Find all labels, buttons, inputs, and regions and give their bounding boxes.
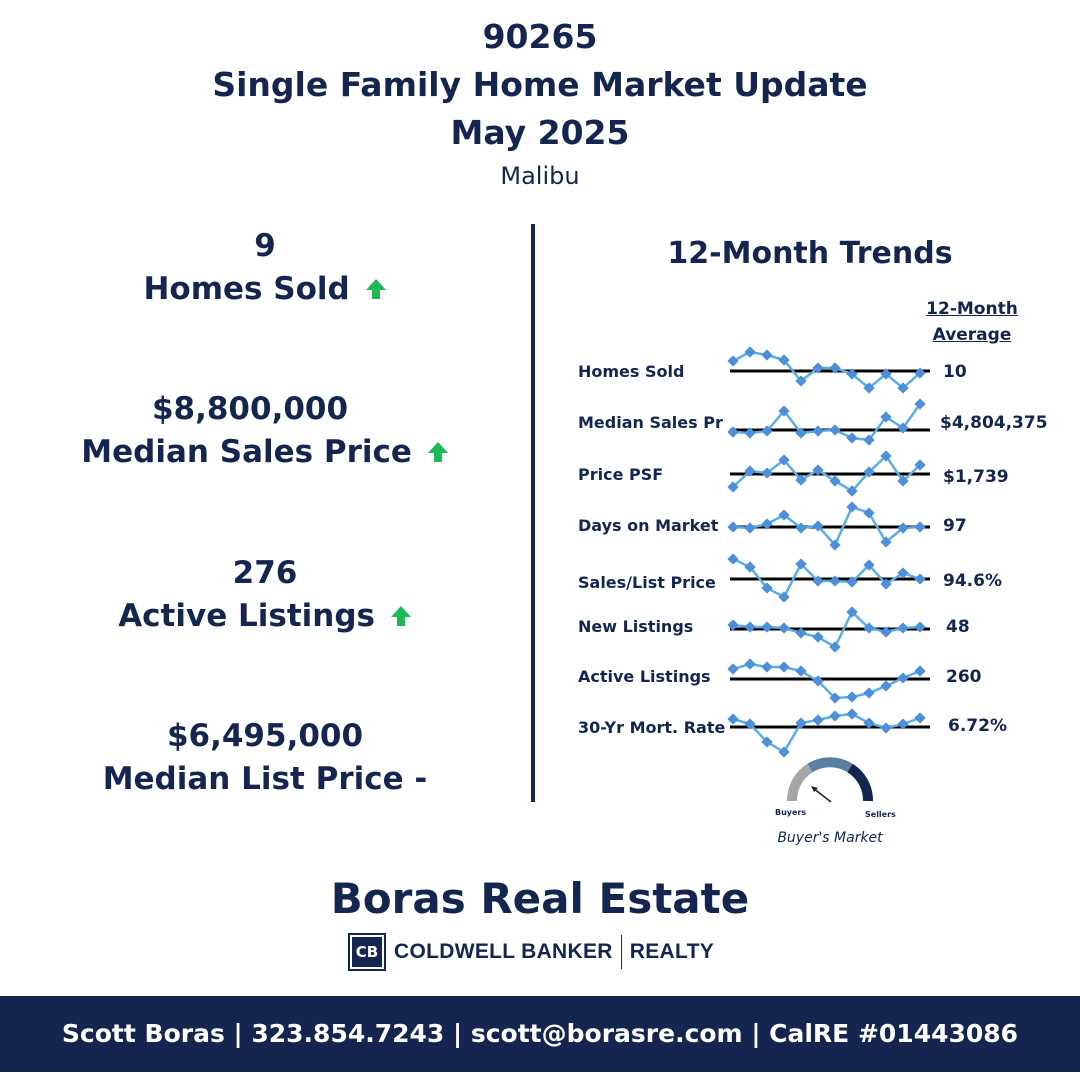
report-title: Single Family Home Market Update [212,65,868,104]
trend-value-median-sales: $4,804,375 [940,413,1048,433]
gauge-label-buyers: Buyers [775,808,807,817]
trend-value-new-listings: 48 [946,617,970,637]
report-month: May 2025 [450,113,630,152]
contact-footer [0,996,1080,1072]
market-gauge [792,762,868,802]
trend-value-price-psf: $1,739 [943,467,1009,487]
active-listings-value: 276 [232,555,298,591]
market-status-label: Buyer's Market [777,830,883,846]
sparkline-new-listings [727,606,930,652]
trend-label-days-on-market: Days on Market [578,516,719,535]
trend-label-mortgage-rate: 30-Yr Mort. Rate [578,718,726,737]
logo-separator [621,935,622,969]
gauge-label-sellers: Sellers [865,810,896,819]
trend-value-days-on-market: 97 [943,516,967,536]
median-list-price-value: $6,495,000 [166,718,364,754]
coldwell-banker-logo [348,934,714,970]
trend-label-sales-list: Sales/List Price [578,573,716,592]
trend-label-new-listings: New Listings [578,617,694,636]
homes-sold-label-text: Homes Sold [143,271,350,307]
homes-sold-value: 9 [254,228,276,264]
median-list-price-label: Median List Price - [102,761,428,797]
trend-value-homes-sold: 10 [943,362,967,382]
sparkline-sales-list [727,553,930,602]
trend-value-active-listings: 260 [946,667,982,687]
median-sales-price-value: $8,800,000 [151,391,349,427]
active-listings-label-text: Active Listings [118,598,376,634]
sparkline-mortgage-rate [727,708,930,757]
company-name: Boras Real Estate [330,874,750,923]
trend-label-homes-sold: Homes Sold [578,362,685,381]
trend-label-price-psf: Price PSF [578,465,664,484]
sparkline-active-listings [727,658,930,703]
trends-title: 12-Month Trends [667,236,953,271]
contact-info: Scott Boras | 323.854.7243 | scott@borasre.com | CalRE #01443086 [61,1019,1019,1048]
trend-value-sales-list: 94.6% [943,571,1002,591]
logo-name: COLDWELL BANKER [394,940,613,963]
average-header-line1: 12-Month [926,299,1018,319]
trend-value-mortgage-rate: 6.72% [948,716,1007,736]
cb-logo-icon: CB [348,933,386,971]
sparkline-days-on-market [727,501,930,550]
sparkline-price-psf [727,450,930,496]
trend-label-median-sales: Median Sales Pr [578,413,723,432]
median-sales-price-label-text: Median Sales Price [81,434,412,470]
city-name: Malibu [500,162,580,190]
sparkline-homes-sold [727,346,930,393]
sparkline-median-sales [727,398,930,445]
average-header-line2: Average [932,325,1012,345]
logo-suffix: REALTY [629,940,715,963]
zip-code: 90265 [482,17,598,56]
trend-label-active-listings: Active Listings [578,667,711,686]
